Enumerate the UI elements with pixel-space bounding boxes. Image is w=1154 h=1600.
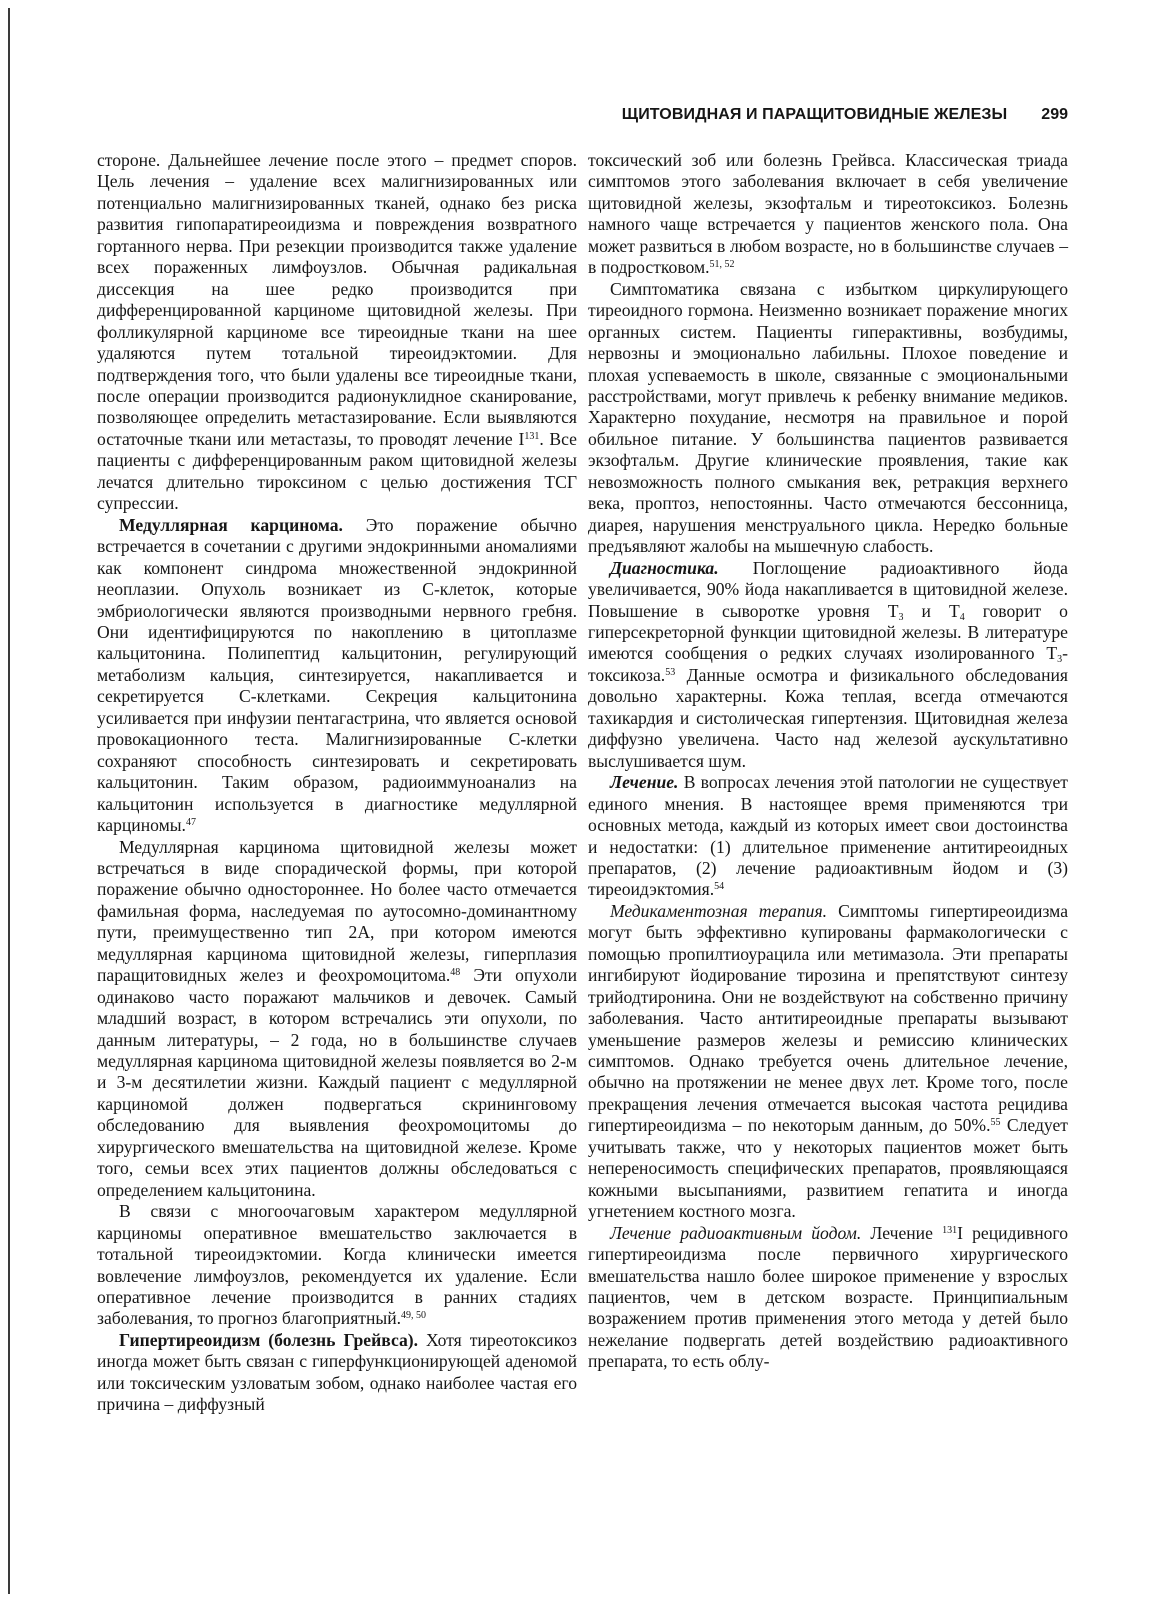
paragraph: Медуллярная карцинома. Это поражение обычно встречается в сочетании с другими эндокринными аномалиями как компонент синдрома множественной эндокринной неоплазии. Опухоль возникает из С-клеток, которые эмбриологически являются производными нервного гребня. Они идентифицируются по накоплению в цитоплазме кальцитонина. Полипептид кальцитонин, регулирующий метаболизм кальция, синтезируется, накапливается и секретируется С-клетками. Секреция кальцитонина усиливается при инфузии пентагастрина, что является основой провокационного теста. Малигнизированные С-клетки сохраняют способность синтезировать и секретировать кальцитонин. Таким образом, радиоиммуноанализ на кальцитонин используется в диагностике медуллярной карциномы.$^{47}$ — [97, 514, 577, 836]
reference-marker: 48 — [450, 967, 461, 979]
paragraph: Медуллярная карцинома щитовидной железы может встречаться в виде спорадической формы, при которой поражение обычно одностороннее. Но более часто отмечается фамильная форма, наследуемая по аутосомно-доминантному пути, преимущественно тип 2А, при котором имеются медуллярная карцинома щитовидной железы, гиперплазия паращитовидных желез и феохромоцитома.$^{48}$ Эти опухоли одинаково часто поражают мальчиков и девочек. Самый младший возраст, в котором встречались эти опухоли, по данным литературы, – 2 года, но в большинстве случаев медуллярная карцинома щитовидной железы появляется во 2-м и 3-м десятилетии жизни. Каждый пациент с медуллярной карциномой должен подвергаться скрининговому обследованию для выявления феохромоцитомы до хирургического вмешательства на щитовидной железе. Кроме того, семьи всех этих пациентов должны обследоваться с определением кальцитонина. — [97, 836, 577, 1200]
paragraph: токсический зоб или болезнь Грейвса. Классическая триада симптомов этого заболевания включает в себя увеличение щитовидной железы, экзофтальм и тиреотоксикоз. Болезнь намного чаще встречается у пациентов женского пола. Она может развиться в любом возрасте, но в большинстве случаев – в подростковом.$^{51, 52}$ — [588, 150, 1068, 278]
paragraph: Лечение. В вопросах лечения этой патологии не существует единого мнения. В настоящее время применяются три основных метода, каждый из которых имеет свои достоинства и недостатки: (1) длительное применение антитиреоидных препаратов, (2) лечение радиоактивным йодом и (3) тиреоидэктомия.$^{54}$ — [588, 772, 1068, 900]
paragraph: Лечение радиоактивным йодом. Лечение $^{131}$I рецидивного гипертиреоидизма после первичного хирургического вмешательства нашло более широкое применение у взрослых пациентов, чем в детском возрасте. Принципиальным возражением против применения этого метода у детей было нежелание подвергать детей воздействию радиоактивного препарата, то есть облу- — [588, 1222, 1068, 1372]
reference-marker: 54 — [714, 881, 725, 893]
right-column — [588, 150, 1068, 1373]
paragraph: стороне. Дальнейшее лечение после этого – предмет споров. Цель лечения – удаление всех малигнизированных или потенциально малигнизированных тканей, однако без риска развития гипопаратиреоидизма и повреждения возвратного гортанного нерва. При резекции производится также удаление всех пораженных лимфоузлов. Обычная радикальная диссекция на шее редко производится при дифференцированной карциноме щитовидной железы. При фолликулярной карциноме все тиреоидные ткани на шее удаляются путем тотальной тиреоидэктомии. Для подтверждения того, что были удалены все тиреоидные ткани, после операции производится радионуклидное сканирование, позволяющее определить метастазирование. Если выявляются остаточные ткани или метастазы, то проводят лечение $I^{131}$. Все пациенты с дифференцированным раком щитовидной железы лечатся длительно тироксином с целью достижения ТСГ супрессии. — [97, 150, 577, 514]
subsection-heading: Лечение радиоактивным йодом. — [610, 1222, 862, 1243]
left-column — [97, 150, 577, 1416]
section-heading: Лечение. — [610, 772, 679, 793]
subsection-heading: Медикаментозная терапия. — [610, 900, 828, 921]
paragraph: Диагностика. Поглощение радиоактивного йода увеличивается, 90% йода накапливается в щитовидной железе. Повышение в сыворотке уровня $Т_3$ и $Т_4$ говорит о гиперсекреторной функции щитовидной железы. В литературе имеются сообщения о редких случаях изолированного $Т_3-токсикоза.^{53}$ Данные осмотра и физикального обследования довольно характерны. Кожа теплая, всегда отмечаются тахикардия и систолическая гипертензия. Щитовидная железа диффузно увеличена. Часто над железой аускультативно выслушивается шум. — [588, 557, 1068, 771]
running-title: ЩИТОВИДНАЯ И ПАРАЩИТОВИДНЫЕ ЖЕЛЕЗЫ — [621, 106, 1008, 123]
paragraph: Симптоматика связана с избытком циркулирующего тиреоидного гормона. Неизменно возникает поражение многих органных систем. Пациенты гиперактивны, возбудимы, нервозны и эмоционально лабильны. Плохое поведение и плохая успеваемость в школе, связанные с эмоциональными расстройствами, могут привлечь к ребенку внимание медиков. Характерно похудание, несмотря на правильное и порой обильное питание. У большинства пациентов развивается экзофтальм. Другие клинические проявления, такие как невозможность полного смыкания век, ретракция верхнего века, проптоз, непостоянны. Часто отмечаются бессонница, диарея, нарушения менструального цикла. Нередко больные предъявляют жалобы на мышечную слабость. — [588, 278, 1068, 557]
page-header — [580, 106, 1068, 124]
reference-marker: 51, 52 — [709, 259, 735, 271]
isotope-superscript: 131 — [942, 1224, 958, 1236]
paragraph: В связи с многоочаговым характером медуллярной карциномы оперативное вмешательство заключается в тотальной тиреоидэктомии. Когда клинически имеется вовлечение лимфоузлов, рекомендуется их удаление. Если оперативное лечение производится в ранних стадиях заболевания, то прогноз благоприятный.$^{49, 50}$ — [97, 1201, 577, 1329]
page-number: 299 — [1041, 106, 1068, 123]
section-heading: Гипертиреоидизм (болезнь Грейвса). — [119, 1329, 419, 1350]
paragraph: Медикаментозная терапия. Симптомы гипертиреоидизма могут быть эффективно купированы фармакологически с помощью пропилтиоурацила или метимазола. Эти препараты ингибируют йодирование тирозина и препятствуют синтезу трийодтиронина. Они не воздействуют на собственно причину заболевания. Часто антитиреоидные препараты вызывают уменьшение размеров железы и ремиссию клинических симптомов. Однако требуется очень длительное лечение, обычно на протяжении не менее двух лет. Кроме того, после прекращения лечения отмечается высокая частота рецидива гипертиреоидизма – по некоторым данным, до 50%.$^{55}$ Следует учитывать также, что у некоторых пациентов может быть непереносимость специфических препаратов, проявляющаяся кожными высыпаниями, развитием гепатита и иногда угнетением костного мозга. — [588, 900, 1068, 1222]
reference-marker: 55 — [990, 1117, 1001, 1129]
reference-marker: 53 — [665, 666, 676, 678]
page-binding-edge — [8, 8, 15, 1594]
isotope-superscript: 131 — [524, 430, 540, 442]
paragraph: Гипертиреоидизм (болезнь Грейвса). Хотя тиреотоксикоз иногда может быть связан с гиперфункционирующей аденомой или токсическим узловатым зобом, однако наиболее частая его причина – диффузный — [97, 1329, 577, 1415]
reference-marker: 49, 50 — [401, 1310, 427, 1322]
reference-marker: 47 — [185, 817, 196, 829]
section-heading: Медуллярная карцинома. — [119, 514, 343, 535]
section-heading: Диагностика. — [610, 557, 719, 578]
